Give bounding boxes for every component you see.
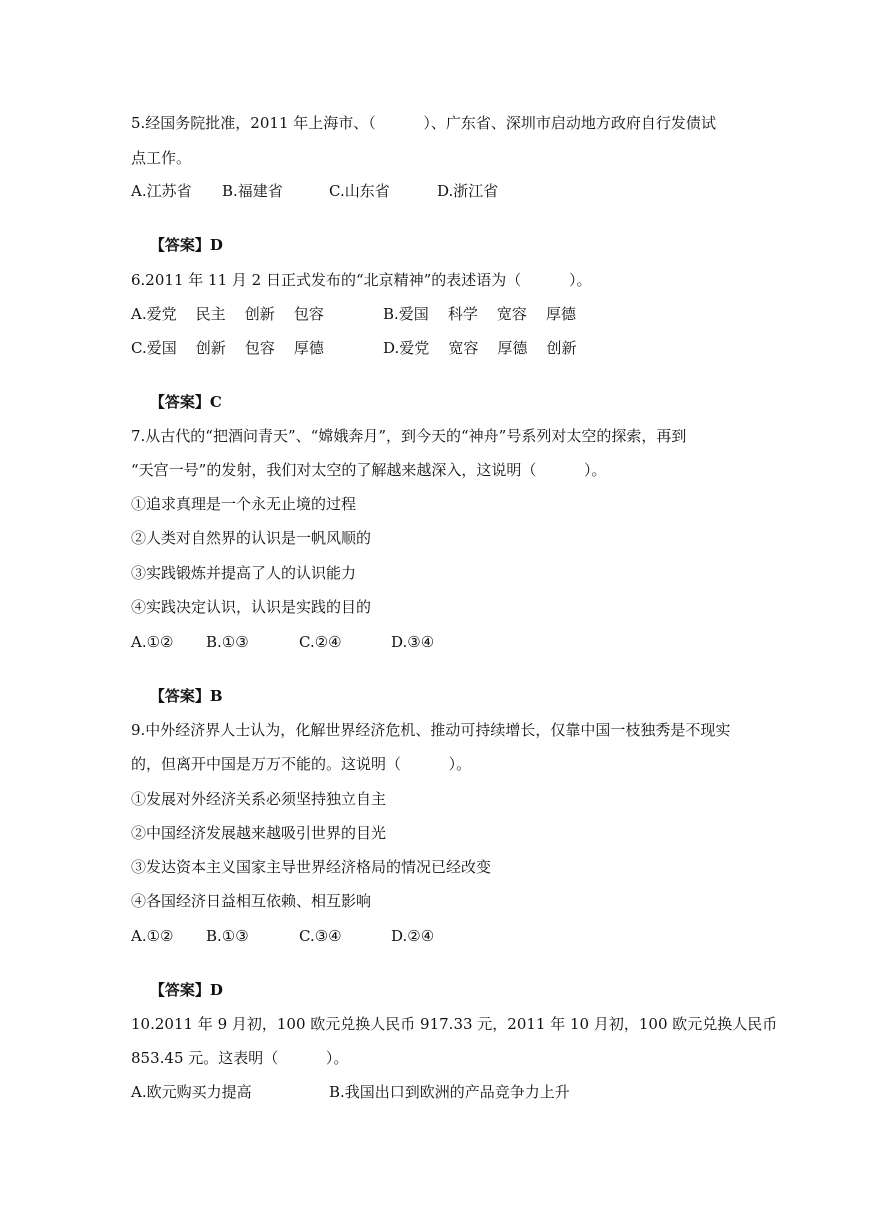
answer-value: C [209,393,222,411]
q6-option-a: A.爱党 民主 创新 包容 [131,305,324,323]
q9-option-b: B.①③ [206,927,249,945]
q6-answer [129,372,222,432]
q9-option-c: C.③④ [299,927,342,945]
q9-statement-2: ②中国经济发展越来越吸引世界的目光 [131,824,387,842]
q6-option-c: C.爱国 创新 包容 厚德 [131,339,324,357]
q9-statement-4: ④各国经济日益相互依赖、相互影响 [131,892,372,910]
q7-option-a: A.①② [131,633,174,651]
answer-label: 【答案】 [149,981,210,999]
answer-value: D [209,981,223,999]
q9-answer [129,960,223,1020]
q5-stem-line1: 5.经国务院批准，2011 年上海市、（ ）、广东省、深圳市启动地方政府自行发债试 [131,114,716,132]
answer-label: 【答案】 [149,687,210,705]
q7-stem-line2: “天宫一号”的发射，我们对太空的了解越来越深入，这说明（ ）。 [131,461,607,479]
q7-stem-line1: 7.从古代的“把酒问青天”、“嫦娥奔月”，到今天的“神舟”号系列对太空的探索，再到 [131,427,687,445]
q7-statement-4: ④实践决定认识，认识是实践的目的 [131,598,372,616]
q7-statement-3: ③实践锻炼并提高了人的认识能力 [131,564,357,582]
q7-option-b: B.①③ [206,633,249,651]
q7-answer [129,666,223,726]
q9-statement-1: ①发展对外经济关系必须坚持独立自主 [131,790,387,808]
q10-stem-line2: 853.45 元。这表明（ ）。 [131,1049,349,1067]
q5-option-a: A.江苏省 [131,182,192,200]
q6-stem: 6.2011 年 11 月 2 日正式发布的“北京精神”的表述语为（ ）。 [131,271,592,289]
q5-option-b: B.福建省 [222,182,283,200]
q7-statement-1: ①追求真理是一个永无止境的过程 [131,495,357,513]
q5-option-c: C.山东省 [329,182,390,200]
q7-option-c: C.②④ [299,633,342,651]
answer-value: D [209,236,223,254]
answer-label: 【答案】 [149,393,210,411]
q10-option-a: A.欧元购买力提高 [131,1083,252,1101]
answer-value: B [209,687,223,705]
q9-statement-3: ③发达资本主义国家主导世界经济格局的情况已经改变 [131,858,492,876]
q6-option-b: B.爱国 科学 宽容 厚德 [383,305,577,323]
q5-stem-line2: 点工作。 [131,149,192,167]
q7-statement-2: ②人类对自然界的认识是一帆风顺的 [131,529,372,547]
q10-option-b: B.我国出口到欧洲的产品竞争力上升 [329,1083,570,1101]
q10-stem-line1: 10.2011 年 9 月初，100 欧元兑换人民币 917.33 元，2011 年 10 月初，100 欧元兑换人民币 [131,1015,778,1033]
q9-stem-line2: 的，但离开中国是万万不能的。这说明（ ）。 [131,755,472,773]
q6-option-d: D.爱党 宽容 厚德 创新 [383,339,577,357]
q5-option-d: D.浙江省 [437,182,499,200]
answer-label: 【答案】 [149,236,210,254]
q9-option-d: D.②④ [391,927,435,945]
q7-option-d: D.③④ [391,633,435,651]
q9-stem-line1: 9.中外经济界人士认为，化解世界经济危机、推动可持续增长，仅靠中国一枝独秀是不现实 [131,721,731,739]
q9-option-a: A.①② [131,927,174,945]
q5-answer [129,215,223,275]
